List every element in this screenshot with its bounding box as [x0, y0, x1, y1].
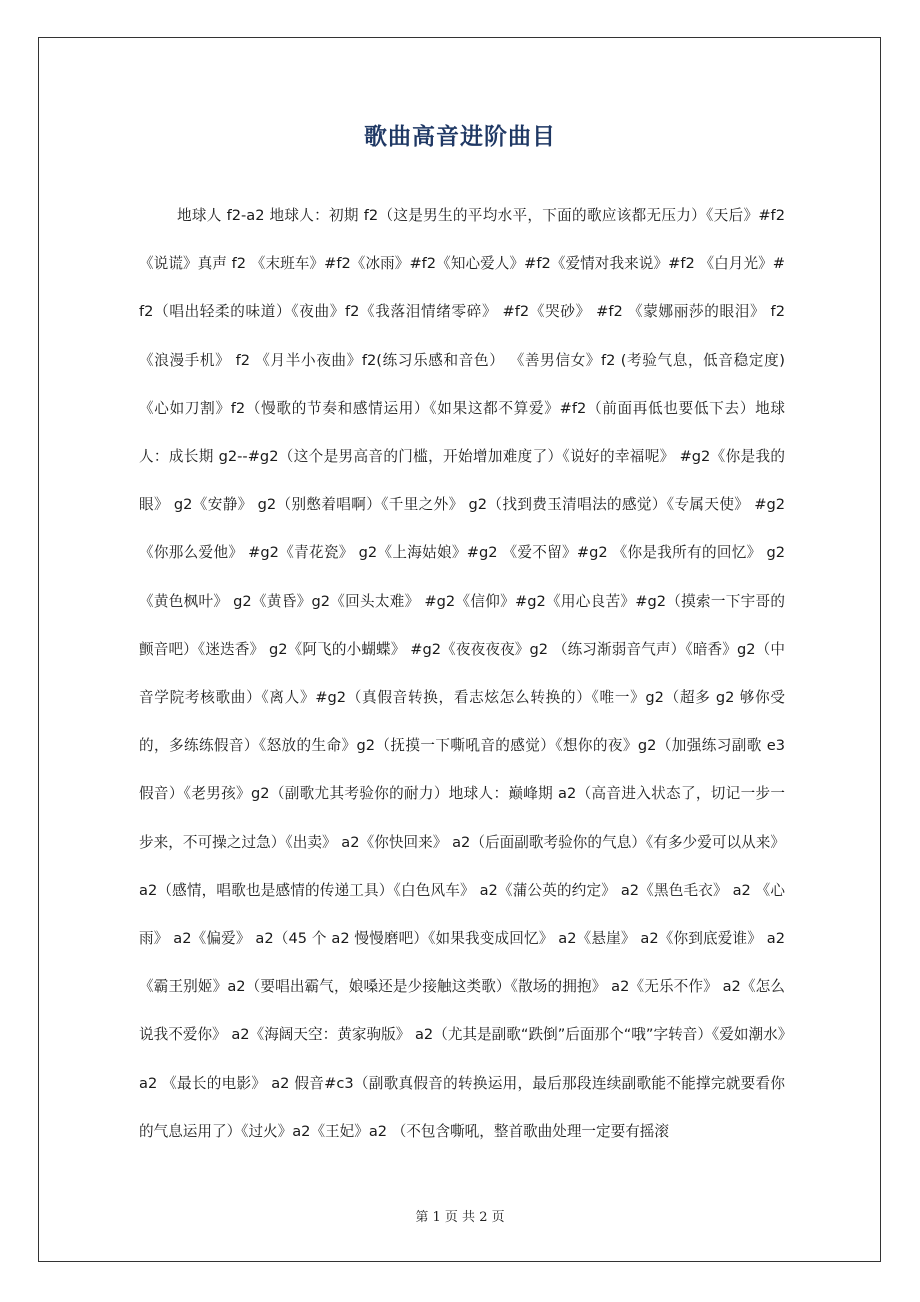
- document-title: 歌曲高音进阶曲目: [364, 124, 556, 150]
- page-number-footer: 第 1 页 共 2 页: [415, 1210, 505, 1225]
- document-body-paragraph: 地球人 f2-a2 地球人：初期 f2（这是男生的平均水平，下面的歌应该都无压力）《天后》#f2《说谎》真声 f2 《末班车》#f2《冰雨》#f2《知心爱人》#f2《爱情对我来说》#f2 《白月光》#f2（唱出轻柔的味道）《夜曲》f2《我落泪情绪零碎》 #f2《哭砂》 #f2 《蒙娜丽莎的眼泪》 f2 《浪漫手机》 f2 《月半小夜曲》f2(练习乐感和音色） 《善男信女》f2 (考验气息，低音稳定度) 《心如刀割》f2（慢歌的节奏和感情运用）《如果这都不算爱》#f2（前面再低也要低下去）地球人：成长期 g2--#g2（这个是男高音的门槛，开始增加难度了）《说好的幸福呢》 #g2《你是我的眼》 g2《安静》 g2（别憋着唱啊）《千里之外》 g2（找到费玉清唱法的感觉）《专属天使》 #g2《你那么爱他》 #g2《青花瓷》 g2《上海姑娘》#g2 《爱不留》#g2 《你是我所有的回忆》 g2 《黄色枫叶》 g2《黄昏》g2《回头太难》 #g2《信仰》#g2《用心良苦》#g2（摸索一下宇哥的颤音吧）《迷迭香》 g2《阿飞的小蝴蝶》 #g2《夜夜夜夜》g2 （练习渐弱音气声）《暗香》g2（中音学院考核歌曲）《离人》#g2（真假音转换，看志炫怎么转换的）《唯一》g2（超多 g2 够你受的，多练练假音）《怒放的生命》g2（抚摸一下嘶吼音的感觉）《想你的夜》g2（加强练习副歌 e3 假音）《老男孩》g2（副歌尤其考验你的耐力）地球人：巅峰期 a2（高音进入状态了，切记一步一步来，不可操之过急）《出卖》 a2《你快回来》 a2（后面副歌考验你的气息）《有多少爱可以从来》 a2（感情，唱歌也是感情的传递工具）《白色风车》 a2《蒲公英的约定》 a2《黑色毛衣》 a2 《心雨》 a2《偏爱》 a2（45 个 a2 慢慢磨吧）《如果我变成回忆》 a2《悬崖》 a2《你到底爱谁》 a2《霸王别姬》a2（要唱出霸气，娘嗓还是少接触这类歌）《散场的拥抱》 a2《无乐不作》 a2《怎么说我不爱你》 a2《海阔天空：黄家驹版》 a2（尤其是副歌“跌倒”后面那个“哦”字转音）《爱如潮水》a2 《最长的电影》 a2 假音#c3（副歌真假音的转换运用，最后那段连续副歌能不能撑完就要看你的气息运用了）《过火》a2《王妃》a2 （不包含嘶吼，整首歌曲处理一定要有摇滚: [139, 207, 785, 1140]
